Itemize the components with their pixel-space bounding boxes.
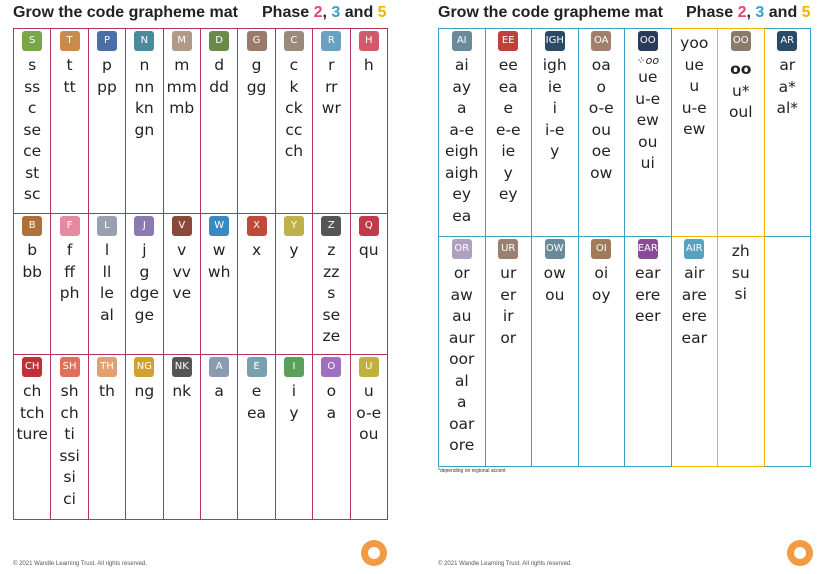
- grapheme: gg: [246, 77, 267, 96]
- phase-sep: ,: [746, 4, 751, 21]
- grapheme: oi: [594, 264, 609, 282]
- grapheme-cell: [764, 237, 811, 467]
- page-title: Grow the code grapheme mat: [13, 4, 238, 21]
- grapheme: ea: [498, 77, 518, 96]
- yoyo-icon: Y: [284, 216, 304, 236]
- grapheme-cell: [126, 355, 163, 520]
- grapheme-cell: [313, 214, 350, 355]
- grapheme: n: [139, 56, 150, 74]
- grapheme-cell: [439, 237, 486, 467]
- grapheme-cell: [578, 29, 625, 237]
- grapheme-heading: zh: [731, 242, 750, 260]
- grapheme: a: [326, 403, 337, 422]
- phase-sep: ,: [322, 4, 327, 21]
- grapheme: ar: [779, 56, 796, 74]
- grapheme: ch: [284, 142, 304, 160]
- phase-label: [262, 4, 387, 22]
- grapheme: ew: [683, 120, 706, 138]
- grapheme: tt: [63, 77, 76, 96]
- grapheme: rr: [325, 77, 338, 96]
- grapheme: tch: [19, 403, 45, 422]
- cherries-icon: CH: [22, 357, 42, 377]
- grapheme: ture: [16, 425, 48, 443]
- grapheme: igh: [542, 56, 567, 74]
- grapheme: ff: [64, 262, 75, 281]
- grapheme-cell: [14, 355, 51, 520]
- grapheme: ear: [681, 328, 707, 347]
- grapheme: er: [500, 285, 517, 304]
- penguin-icon: P: [97, 31, 117, 51]
- grapheme: r: [328, 56, 335, 74]
- grapheme: ou: [545, 285, 565, 304]
- grapheme: qu: [358, 241, 379, 259]
- grapheme: i: [552, 99, 557, 117]
- elephant-icon: E: [247, 357, 267, 377]
- crane-icon: OO: [731, 31, 751, 51]
- grapheme: ti: [64, 425, 75, 443]
- grapheme: w: [212, 241, 226, 259]
- grapheme: au: [452, 307, 472, 325]
- grapheme: o-e: [356, 403, 382, 422]
- grapheme: aur: [448, 328, 475, 347]
- phase-and: and: [768, 4, 798, 21]
- page-title: Grow the code grapheme mat: [438, 4, 663, 21]
- grapheme-cell: [200, 29, 237, 214]
- grid-row: [14, 214, 388, 355]
- copyright: © 2021 Wandle Learning Trust. All rights reserved.: [438, 561, 572, 567]
- grapheme-cell: [51, 214, 88, 355]
- grapheme: c: [27, 99, 37, 117]
- grapheme: mm: [166, 77, 197, 96]
- grapheme: s: [327, 284, 336, 302]
- grapheme-cell: [238, 214, 275, 355]
- moon-icon: OO: [638, 31, 658, 51]
- beaver-icon: B: [22, 216, 42, 236]
- grapheme: ere: [681, 307, 707, 325]
- grapheme: u: [363, 382, 374, 400]
- grapheme: ce: [23, 142, 42, 160]
- grapheme-prefix: ⁘oo: [636, 54, 660, 67]
- grapheme-cell: [578, 237, 625, 467]
- grapheme: aigh: [445, 163, 479, 182]
- grapheme: z: [327, 241, 336, 259]
- grapheme: th: [99, 382, 115, 400]
- grapheme-cell: [275, 214, 312, 355]
- grid-row: [14, 355, 388, 520]
- grapheme: le: [100, 284, 114, 302]
- goat-icon: G: [247, 31, 267, 51]
- grapheme: g: [139, 262, 150, 281]
- grapheme: sc: [23, 185, 41, 203]
- grapheme: or: [500, 328, 517, 347]
- grapheme-cell: [275, 29, 312, 214]
- grapheme: ch: [23, 382, 42, 400]
- grapheme-cell: [625, 29, 672, 237]
- grapheme: ir: [502, 307, 514, 325]
- grapheme: ci: [63, 489, 76, 508]
- grapheme: zz: [323, 262, 340, 281]
- grapheme: b: [27, 241, 38, 259]
- grapheme: ou: [591, 120, 611, 139]
- wandle-logo-icon: [787, 540, 813, 566]
- grapheme: vv: [172, 262, 191, 281]
- grapheme-cell: [532, 237, 579, 467]
- grapheme: x: [251, 241, 262, 259]
- lollipop-icon: L: [97, 216, 117, 236]
- grapheme: y: [289, 241, 299, 259]
- grapheme: ou: [359, 425, 379, 443]
- grapheme: a: [457, 393, 467, 411]
- grapheme: e: [503, 99, 514, 117]
- jellyfish-icon: J: [134, 216, 154, 236]
- copyright: © 2021 Wandle Learning Trust. All rights reserved.: [13, 561, 147, 567]
- grapheme: ue: [638, 68, 658, 86]
- grapheme: aw: [450, 285, 473, 304]
- grapheme: si: [63, 468, 76, 486]
- grapheme: k: [289, 77, 299, 96]
- grapheme: ck: [285, 99, 303, 117]
- grapheme: eigh: [444, 142, 479, 160]
- grapheme: are: [681, 285, 707, 304]
- iguana-icon: I: [284, 357, 304, 377]
- grapheme: nn: [134, 77, 155, 96]
- grapheme: y: [550, 142, 560, 160]
- grapheme: l: [104, 241, 110, 259]
- grapheme: wr: [321, 99, 341, 117]
- grapheme: ui: [640, 154, 655, 172]
- phase-label: [686, 4, 811, 22]
- grapheme: ue: [684, 55, 704, 74]
- grapheme: d: [214, 56, 225, 74]
- grapheme: v: [177, 241, 187, 259]
- fur-icon: UR: [498, 239, 518, 259]
- night-icon: IGH: [545, 31, 565, 51]
- grapheme: oe: [591, 142, 611, 160]
- grapheme: g: [251, 56, 262, 74]
- snake-icon: S: [22, 31, 42, 51]
- grapheme: c: [289, 56, 299, 74]
- grapheme-cell: [313, 29, 350, 214]
- grapheme-cell: [485, 237, 532, 467]
- phase-and: and: [344, 4, 374, 21]
- left-page: [0, 0, 410, 574]
- stars-icon: AR: [777, 31, 797, 51]
- grapheme: ie: [547, 77, 562, 96]
- grapheme: sh: [60, 382, 79, 400]
- grapheme: oul: [728, 103, 753, 121]
- rain-icon: AI: [452, 31, 472, 51]
- shell-icon: SH: [60, 357, 80, 377]
- grapheme: bb: [22, 262, 43, 281]
- grapheme-cell: [350, 214, 387, 355]
- helicopter-icon: H: [359, 31, 379, 51]
- wave-icon: W: [209, 216, 229, 236]
- grapheme-cell: [718, 29, 765, 237]
- grapheme: ie: [501, 142, 516, 160]
- grapheme: su: [731, 263, 750, 282]
- grapheme: t: [66, 56, 73, 74]
- grapheme: f: [66, 241, 73, 259]
- volcano-icon: V: [172, 216, 192, 236]
- ear-icon: EAR: [638, 239, 658, 259]
- grapheme: j: [142, 241, 147, 259]
- grapheme: al*: [776, 99, 799, 117]
- grapheme: a-e: [449, 120, 475, 139]
- grapheme: dge: [129, 284, 159, 302]
- grapheme: m: [174, 56, 190, 74]
- grapheme-cell: [238, 29, 275, 214]
- grapheme: air: [684, 264, 705, 282]
- phase-3: 3: [331, 4, 341, 21]
- grapheme: o: [326, 382, 337, 400]
- grapheme: ou: [638, 132, 658, 151]
- grapheme: dd: [209, 77, 229, 96]
- grapheme: ee: [498, 56, 518, 74]
- grapheme: si: [734, 285, 747, 303]
- grapheme: oy: [591, 285, 611, 304]
- grapheme: ow: [590, 163, 613, 182]
- grapheme-cell: [671, 237, 718, 467]
- grapheme: u*: [731, 81, 750, 100]
- coin-icon: OI: [591, 239, 611, 259]
- right-grapheme-grid: [438, 28, 811, 467]
- grapheme: o: [596, 77, 606, 96]
- grapheme-cell: [485, 29, 532, 237]
- grapheme-cell: [163, 29, 200, 214]
- grapheme-cell: [532, 29, 579, 237]
- grapheme-cell: [14, 214, 51, 355]
- owl-icon: OW: [545, 239, 565, 259]
- grapheme: ur: [500, 264, 517, 282]
- unicorn-icon: OR: [452, 239, 472, 259]
- grapheme: ge: [134, 305, 155, 324]
- grapheme-cell: [238, 355, 275, 520]
- wandle-logo-icon: [361, 540, 387, 566]
- grapheme: gn: [134, 120, 155, 139]
- grapheme: kn: [134, 99, 154, 117]
- grapheme: ssi: [59, 446, 80, 465]
- grapheme: u: [689, 77, 700, 95]
- grapheme-heading: oo: [730, 60, 752, 78]
- grapheme: ss: [24, 77, 41, 96]
- grapheme: se: [322, 305, 341, 324]
- duck-icon: D: [209, 31, 229, 51]
- grapheme: al: [454, 371, 469, 390]
- grapheme: nk: [172, 382, 192, 400]
- grapheme: i-e: [545, 120, 565, 139]
- phase-3: 3: [755, 4, 765, 21]
- grapheme-cell: [51, 355, 88, 520]
- grapheme: h: [363, 56, 374, 74]
- grapheme-cell: [163, 355, 200, 520]
- grapheme: i: [291, 382, 297, 400]
- grapheme: wh: [207, 262, 231, 281]
- jeep-icon: EE: [498, 31, 518, 51]
- grapheme: pp: [97, 77, 117, 96]
- grapheme-cell: [313, 355, 350, 520]
- grapheme-cell: [14, 29, 51, 214]
- grapheme: a*: [778, 77, 796, 96]
- goat-boat-icon: OA: [591, 31, 611, 51]
- grapheme: ng: [134, 382, 155, 400]
- grapheme: ai: [454, 56, 469, 74]
- flamingo-icon: F: [60, 216, 80, 236]
- queen-icon: Q: [359, 216, 379, 236]
- grapheme: se: [23, 120, 41, 139]
- grapheme: mb: [169, 99, 195, 117]
- accent-note: *depending on regional accent: [438, 468, 506, 474]
- grapheme-cell: [671, 29, 718, 237]
- net-icon: N: [134, 31, 154, 51]
- skunk-icon: NK: [172, 357, 192, 377]
- grapheme-cell: [350, 29, 387, 214]
- grid-row: [439, 237, 811, 467]
- grapheme-cell: [275, 355, 312, 520]
- grapheme: st: [25, 163, 40, 182]
- grapheme: ore: [449, 436, 475, 454]
- tiger-icon: T: [60, 31, 80, 51]
- grid-row: [439, 29, 811, 237]
- grapheme: ear: [635, 264, 661, 282]
- grapheme: ew: [636, 111, 659, 129]
- ring-icon: NG: [134, 357, 154, 377]
- cat-icon: C: [284, 31, 304, 51]
- grapheme: ea: [452, 206, 472, 225]
- grapheme: ll: [102, 262, 112, 281]
- grapheme-cell: [51, 29, 88, 214]
- hair-icon: AIR: [684, 239, 704, 259]
- phase-prefix: Phase: [262, 4, 310, 21]
- grapheme-cell: [200, 355, 237, 520]
- phase-5: 5: [377, 4, 387, 21]
- grapheme: u-e: [635, 89, 661, 108]
- grapheme: e-e: [495, 120, 521, 139]
- right-page: [410, 0, 821, 574]
- grapheme: ch: [60, 403, 79, 422]
- phase-5: 5: [801, 4, 811, 21]
- grapheme-cell: [718, 237, 765, 467]
- octopus-icon: O: [321, 357, 341, 377]
- grapheme-heading: yoo: [680, 34, 709, 52]
- umbrella-icon: U: [359, 357, 379, 377]
- zebra-icon: Z: [321, 216, 341, 236]
- grapheme: ey: [498, 185, 518, 203]
- grapheme: ey: [452, 185, 472, 203]
- grapheme: al: [100, 305, 114, 324]
- grapheme-cell: [200, 214, 237, 355]
- phase-2: 2: [313, 4, 323, 21]
- grapheme: eer: [635, 307, 661, 325]
- grapheme: e: [251, 382, 262, 400]
- astronaut-icon: A: [209, 357, 229, 377]
- left-grapheme-grid: [13, 28, 388, 520]
- box-icon: X: [247, 216, 267, 236]
- grapheme: ay: [452, 77, 472, 96]
- grapheme: p: [102, 56, 112, 74]
- grapheme: ere: [635, 285, 661, 304]
- grapheme: oar: [449, 414, 475, 433]
- grapheme: o-e: [588, 99, 614, 117]
- grapheme: a: [214, 382, 224, 400]
- phase-prefix: Phase: [686, 4, 734, 21]
- grapheme-cell: [126, 214, 163, 355]
- grapheme: a: [457, 99, 467, 117]
- grapheme: y: [503, 163, 513, 182]
- grapheme-cell: [439, 29, 486, 237]
- mouse-icon: M: [172, 31, 192, 51]
- grid-row: [14, 29, 388, 214]
- grapheme: y: [289, 403, 299, 422]
- grapheme-cell: [88, 355, 125, 520]
- grapheme: ze: [322, 327, 341, 345]
- grapheme: ow: [543, 264, 566, 282]
- grapheme-cell: [126, 29, 163, 214]
- grapheme: cc: [285, 120, 303, 139]
- grapheme: oa: [591, 56, 611, 74]
- grapheme-cell: [163, 214, 200, 355]
- grapheme-cell: [88, 214, 125, 355]
- grapheme: or: [453, 264, 470, 282]
- grapheme: ve: [172, 284, 192, 302]
- grapheme: s: [28, 56, 37, 74]
- grapheme-cell: [350, 355, 387, 520]
- grapheme: oor: [449, 350, 475, 368]
- grapheme: u-e: [681, 98, 707, 117]
- grapheme-cell: [625, 237, 672, 467]
- grapheme: ea: [247, 403, 267, 422]
- rainbow-icon: R: [321, 31, 341, 51]
- grapheme-cell: [764, 29, 811, 237]
- grapheme-cell: [88, 29, 125, 214]
- grapheme: ph: [59, 284, 80, 302]
- phase-2: 2: [737, 4, 747, 21]
- thumbs-up-icon: TH: [97, 357, 117, 377]
